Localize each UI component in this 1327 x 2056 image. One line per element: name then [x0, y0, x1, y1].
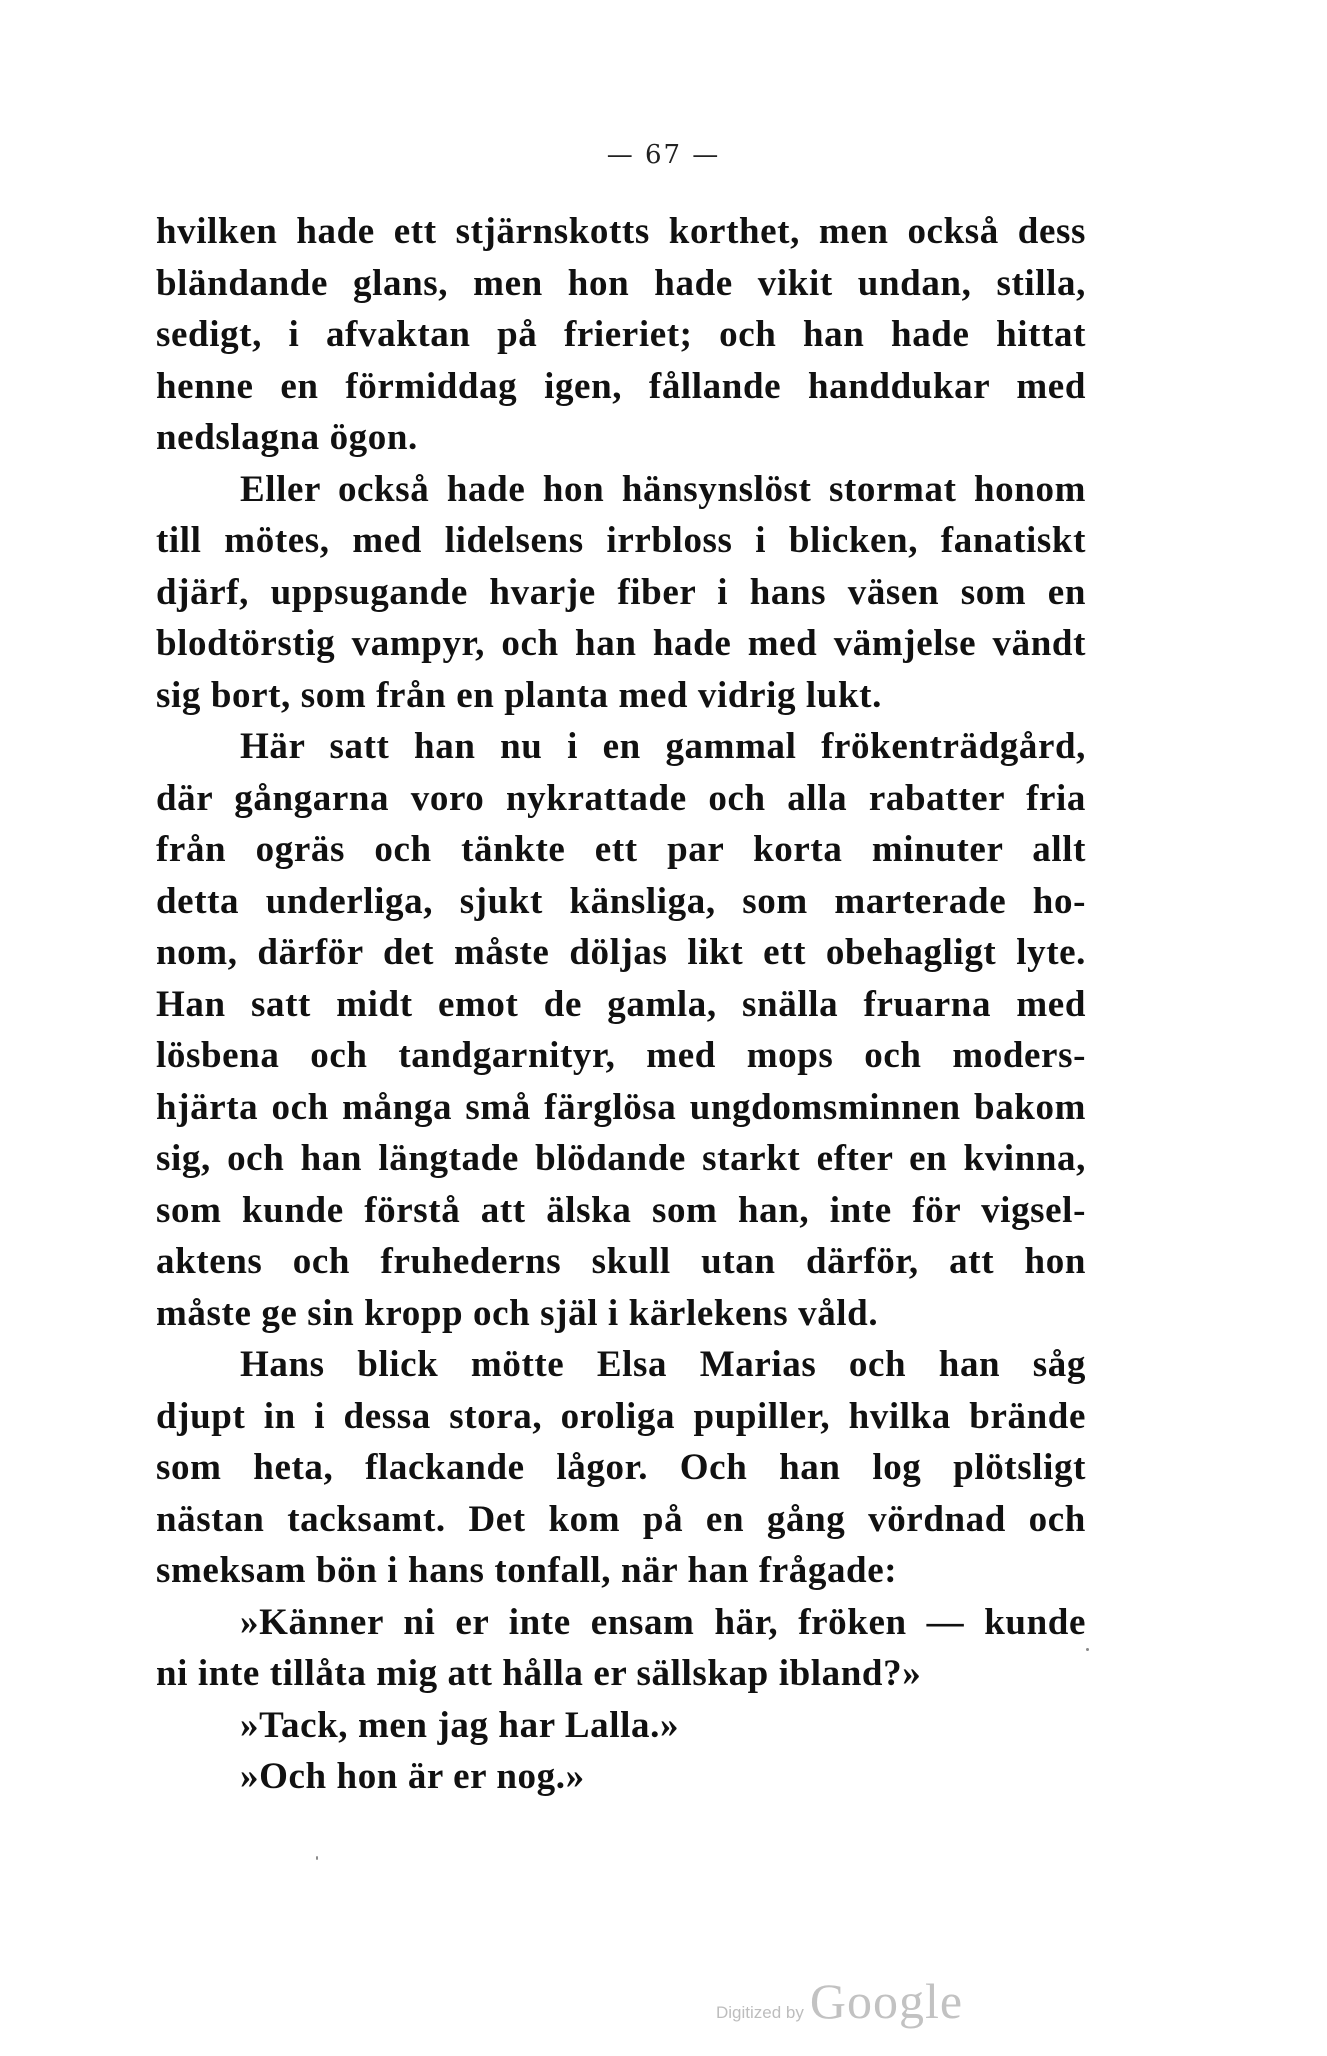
- text-line: Här satt han nu i en gammal frökenträdgård,: [240, 726, 1086, 767]
- digitized-by-label: Digitized by: [716, 2003, 804, 2022]
- text-line: detta underliga, sjukt känsliga, som marterade ho-: [156, 880, 1086, 922]
- text-line: »Känner ni er inte ensam här, fröken — kunde: [240, 1601, 1086, 1643]
- text-line: Hans blick mötte Elsa Marias och han såg: [240, 1344, 1086, 1385]
- body-text: [156, 206, 1086, 1803]
- text-line: hvilken hade ett stjärnskotts korthet, men också dess: [156, 211, 1086, 252]
- text-line: henne en förmiddag igen, fållande handdukar med: [156, 365, 1086, 407]
- text-line: bländande glans, men hon hade vikit undan, stilla,: [156, 262, 1086, 304]
- text-line: nedslagna ögon.: [156, 417, 418, 458]
- text-line: djärf, uppsugande hvarje fiber i hans väsen som en: [156, 571, 1086, 613]
- digitized-by-google-watermark: [716, 1972, 963, 2032]
- text-line: blodtörstig vampyr, och han hade med vämjelse vändt: [156, 623, 1086, 664]
- text-line: sig, och han längtade blödande starkt efter en kvinna,: [156, 1138, 1086, 1179]
- text-line: till mötes, med lidelsens irrbloss i blicken, fanatiskt: [156, 520, 1086, 561]
- text-line: som heta, flackande lågor. Och han log plötsligt: [156, 1447, 1086, 1488]
- google-logo: Google: [809, 1973, 964, 2029]
- print-speck: [1086, 1648, 1089, 1651]
- text-line: djupt in i dessa stora, oroliga pupiller, hvilka brände: [156, 1395, 1086, 1437]
- text-line: Eller också hade hon hänsynslöst stormat honom: [240, 468, 1086, 510]
- text-line: lösbena och tandgarnityr, med mops och moders-: [156, 1035, 1086, 1076]
- text-line: ni inte tillåta mig att hålla er sällskap ibland?»: [156, 1653, 922, 1694]
- text-line: från ogräs och tänkte ett par korta minuter allt: [156, 829, 1086, 870]
- text-line: aktens och fruhederns skull utan därför, att hon: [156, 1241, 1086, 1282]
- text-line: sedigt, i afvaktan på frieriet; och han hade hittat: [156, 314, 1086, 355]
- text-line: måste ge sin kropp och själ i kärlekens våld.: [156, 1292, 879, 1334]
- text-line: smeksam bön i hans tonfall, när han frågade:: [156, 1550, 898, 1591]
- text-line: hjärta och många små färglösa ungdomsminnen bakom: [156, 1086, 1086, 1128]
- text-line: nom, därför det måste döljas likt ett obehagligt lyte.: [156, 932, 1086, 973]
- text-line: sig bort, som från en planta med vidrig lukt.: [156, 674, 882, 716]
- page-number: — 67 —: [606, 140, 721, 170]
- text-line: »Tack, men jag har Lalla.»: [240, 1704, 680, 1746]
- text-line: där gångarna voro nykrattade och alla rabatter fria: [156, 777, 1086, 819]
- print-speck: [316, 1856, 318, 1860]
- text-line: som kunde förstå att älska som han, inte för vigsel-: [156, 1189, 1086, 1231]
- text-line: Han satt midt emot de gamla, snälla fruarna med: [156, 983, 1086, 1025]
- text-line: nästan tacksamt. Det kom på en gång vördnad och: [156, 1498, 1086, 1540]
- text-line: »Och hon är er nog.»: [240, 1756, 585, 1797]
